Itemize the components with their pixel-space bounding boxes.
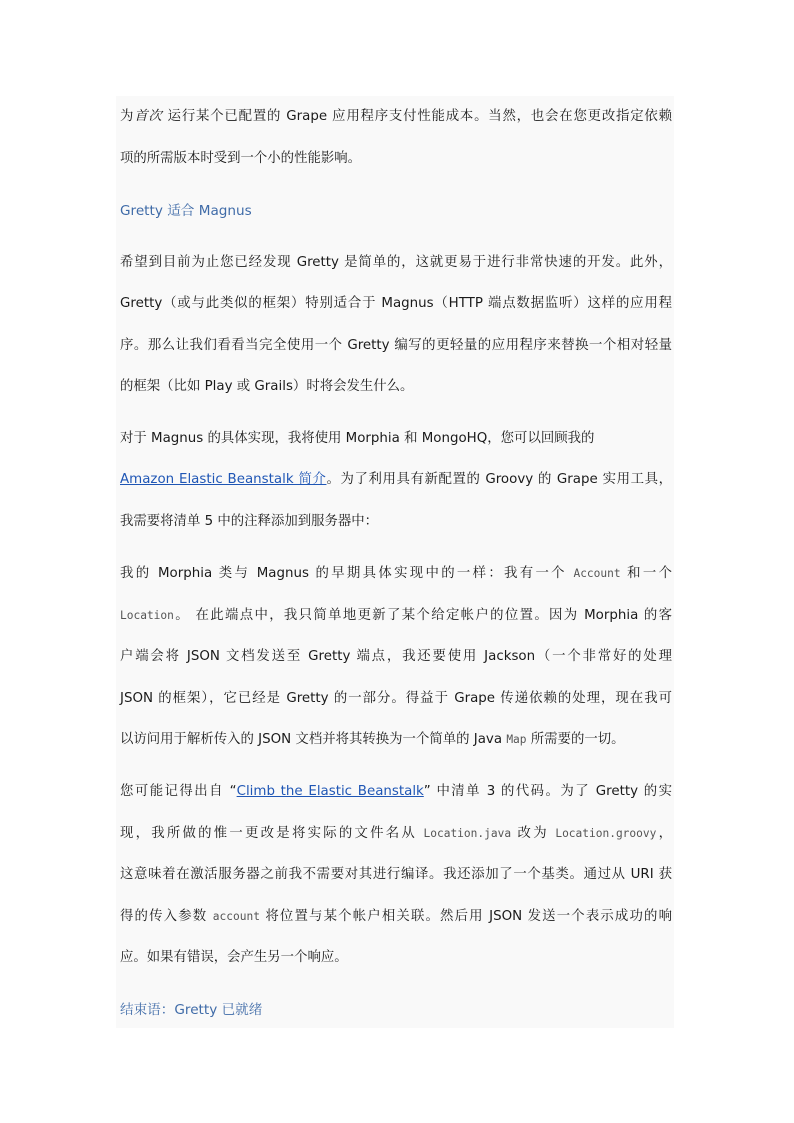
- text-run: 得的传入参数: [120, 909, 213, 924]
- text-run: 以访问用于解析传入的 JSON 文档并将其转换为一个简单的 Java: [120, 732, 507, 747]
- article-body: [116, 96, 674, 1028]
- section-heading-conclusion: 结束语：Gretty 已就绪: [120, 1002, 263, 1018]
- paragraph-4-line-1: [120, 564, 672, 584]
- text-run: ，: [656, 826, 673, 841]
- text-run: 。 在此端点中，我只简单地更新了某个给定帐户的位置。因为 Morphia 的客: [173, 608, 672, 623]
- section-heading-gretty-magnus: Gretty 适合 Magnus: [120, 203, 252, 219]
- emphasis-first-time: 首次: [134, 109, 163, 124]
- code-account-param: account: [212, 910, 260, 923]
- text-run: 现，我所做的惟一更改是将实际的文件名从: [120, 826, 424, 841]
- paragraph-5-line-5: 应。如果有错误，会产生另一个响应。: [120, 950, 348, 965]
- paragraph-3-line-2: [120, 470, 672, 490]
- text-run: 我的 Morphia 类与 Magnus 的早期具体实现中的一样：我有一个: [120, 566, 574, 581]
- text-run: 。为了利用具有新配置的 Groovy 的 Grape 实用工具，: [326, 472, 672, 487]
- code-location-java: Location.java: [423, 827, 512, 840]
- paragraph-2-line-2: Gretty（或与此类似的框架）特别适合于 Magnus（HTTP 端点数据监听）这样的应用程: [120, 296, 672, 311]
- code-map: Map: [506, 733, 527, 746]
- code-location: Location: [120, 609, 174, 622]
- paragraph-2-line-1: 希望到目前为止您已经发现 Gretty 是简单的，这就更易于进行非常快速的开发。此外，: [120, 255, 672, 270]
- paragraph-5-line-4: [120, 907, 672, 927]
- text-run: 您可能记得出自 “: [120, 784, 237, 799]
- paragraph-4-line-5: [120, 730, 625, 750]
- text-run: 将位置与某个帐户相关联。然后用 JSON 发送一个表示成功的响: [259, 909, 672, 924]
- paragraph-5-line-2: [120, 824, 672, 844]
- paragraph-5-line-3: 这意味着在激活服务器之前我不需要对其进行编译。我还添加了一个基类。通过从 URI 获: [120, 867, 672, 882]
- paragraph-4-line-2: [120, 606, 672, 626]
- paragraph-5-line-1: [120, 782, 672, 802]
- link-amazon-elastic-beanstalk-intro[interactable]: Amazon Elastic Beanstalk 简介: [120, 472, 327, 487]
- paragraph-1-line-1: [120, 107, 672, 127]
- paragraph-4-line-4: JSON 的框架），它已经是 Gretty 的一部分。得益于 Grape 传递依赖的处理，现在我可: [120, 691, 672, 706]
- paragraph-2-line-4: 的框架（比如 Play 或 Grails）时将会发生什么。: [120, 379, 414, 394]
- text-run: 改为: [511, 826, 556, 841]
- paragraph-2-line-3: 序。那么让我们看看当完全使用一个 Gretty 编写的更轻量的应用程序来替换一个相对轻量: [120, 338, 672, 353]
- paragraph-3-line-1: 对于 Magnus 的具体实现，我将使用 Morphia 和 MongoHQ，您可以回顾我的: [120, 431, 595, 446]
- text-run: 和一个: [620, 566, 672, 581]
- code-account: Account: [573, 567, 621, 580]
- text-run: 运行某个已配置的 Grape 应用程序支付性能成本。当然，也会在您更改指定依赖: [162, 109, 673, 124]
- text-run: ” 中清单 3 的代码。为了 Gretty 的实: [423, 784, 672, 799]
- text-run: 所需要的一切。: [526, 732, 625, 747]
- code-location-groovy: Location.groovy: [555, 827, 657, 840]
- paragraph-3-line-3: 我需要将清单 5 中的注释添加到服务器中：: [120, 514, 379, 529]
- paragraph-1-line-2: 项的所需版本时受到一个小的性能影响。: [120, 151, 362, 166]
- text-run: 为: [120, 109, 135, 124]
- paragraph-4-line-3: 户端会将 JSON 文档发送至 Gretty 端点，我还要使用 Jackson（一个非常好的处理: [120, 649, 672, 664]
- link-climb-the-elastic-beanstalk[interactable]: Climb the Elastic Beanstalk: [236, 784, 424, 799]
